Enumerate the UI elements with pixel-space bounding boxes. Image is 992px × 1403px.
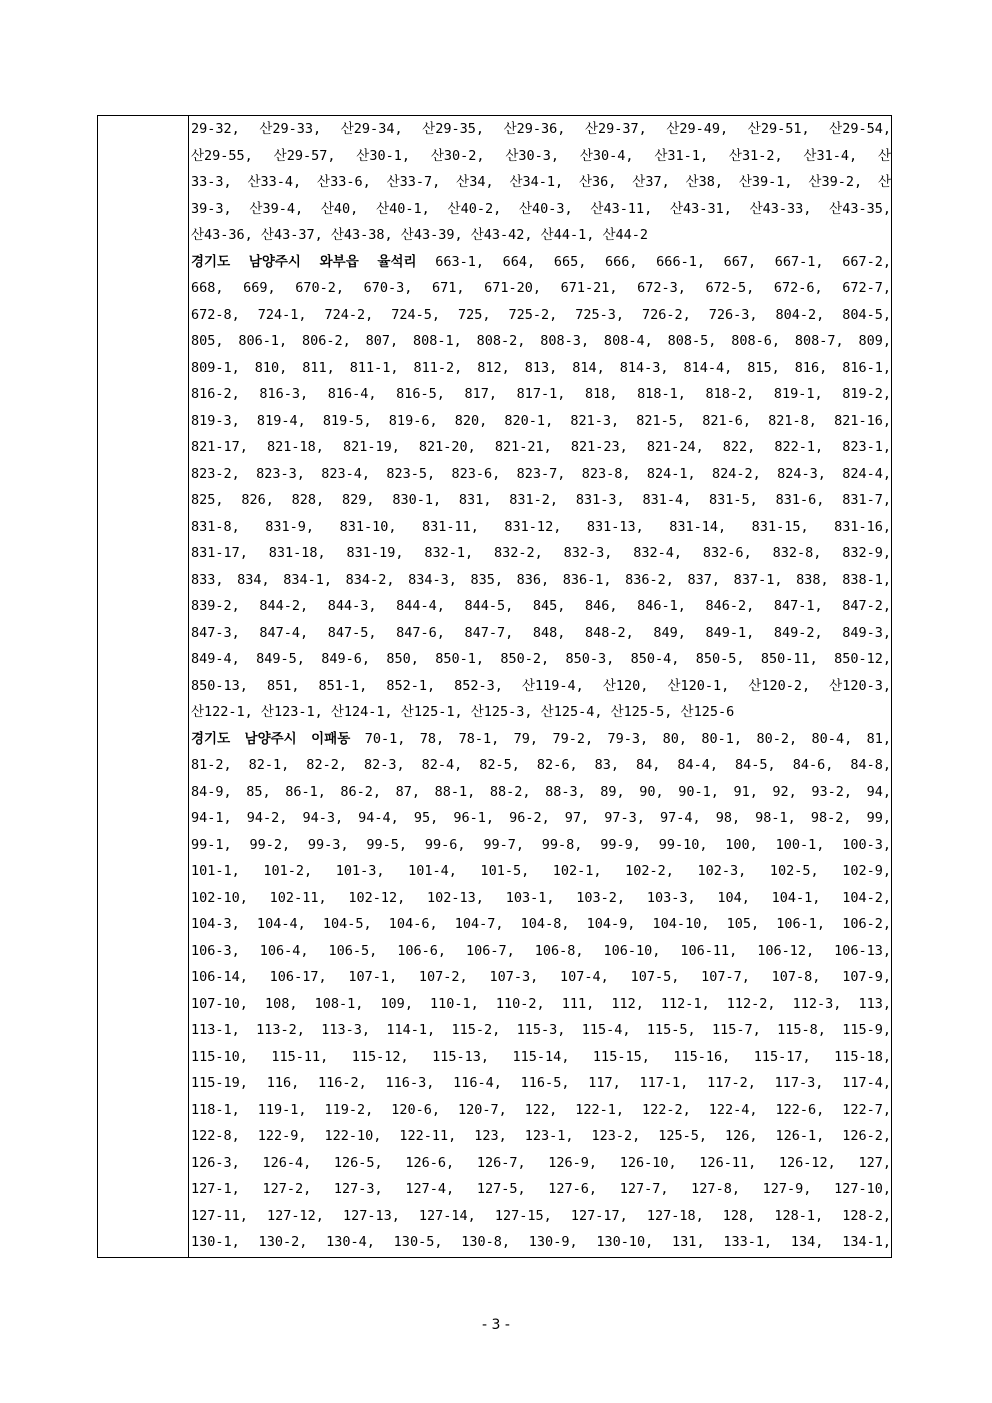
parcel-numbers: 130-1, 130-2, 130-4, 130-5, 130-8, 130-9, 130-10, 131, 133-1, 134, 134-1,: [191, 1234, 891, 1250]
parcel-numbers: 102-10, 102-11, 102-12, 102-13, 103-1, 103-2, 103-3, 104, 104-1, 104-2,: [191, 889, 891, 906]
parcel-numbers: 94-1, 94-2, 94-3, 94-4, 95, 96-1, 96-2, 97, 97-3, 97-4, 98, 98-1, 98-2, 99,: [191, 810, 891, 826]
parcel-text-line: [191, 275, 891, 302]
parcel-text-line: [191, 779, 891, 806]
parcel-numbers: 831-8, 831-9, 831-10, 831-11, 831-12, 831-13, 831-14, 831-15, 831-16,: [191, 518, 891, 535]
parcel-text-line: [191, 487, 891, 514]
parcel-numbers: 29-32, 산29-33, 산29-34, 산29-35, 산29-36, 산29-37, 산29-49, 산29-51, 산29-54,: [191, 121, 891, 137]
parcel-text-line: [191, 1070, 891, 1097]
parcel-text-line: [191, 196, 891, 223]
parcel-text-line: [191, 1176, 891, 1203]
parcel-text-line: [191, 249, 891, 276]
parcel-numbers: 831-17, 831-18, 831-19, 832-1, 832-2, 832-3, 832-4, 832-6, 832-8, 832-9,: [191, 545, 891, 561]
parcel-text-line: [191, 593, 891, 620]
parcel-text-line: [191, 514, 891, 541]
parcel-text-line: [191, 832, 891, 859]
parcel-numbers: 672-8, 724-1, 724-2, 724-5, 725, 725-2, 725-3, 726-2, 726-3, 804-2, 804-5,: [191, 306, 891, 323]
region-heading: 경기도 남양주시 와부읍 율석리: [191, 253, 417, 270]
parcel-text-line: [191, 302, 891, 329]
parcel-text-line: [191, 1017, 891, 1044]
parcel-text-line: [191, 461, 891, 488]
table-label-cell: [98, 116, 189, 1257]
parcel-numbers: 70-1, 78, 78-1, 79, 79-2, 79-3, 80, 80-1, 80-2, 80-4, 81,: [350, 730, 891, 747]
parcel-text-line: [191, 646, 891, 673]
parcel-table: [97, 115, 892, 1258]
parcel-numbers: 39-3, 산39-4, 산40, 산40-1, 산40-2, 산40-3, 산43-11, 산43-31, 산43-33, 산43-35,: [191, 200, 891, 217]
parcel-numbers: 805, 806-1, 806-2, 807, 808-1, 808-2, 808-3, 808-4, 808-5, 808-6, 808-7, 809,: [191, 333, 891, 349]
parcel-text-line: [191, 938, 891, 965]
parcel-numbers: 850-13, 851, 851-1, 852-1, 852-3, 산119-4, 산120, 산120-1, 산120-2, 산120-3,: [191, 677, 891, 694]
parcel-numbers: 849-4, 849-5, 849-6, 850, 850-1, 850-2, 850-3, 850-4, 850-5, 850-11, 850-12,: [191, 651, 891, 667]
parcel-text-line: [191, 567, 891, 594]
parcel-numbers: 118-1, 119-1, 119-2, 120-6, 120-7, 122, 122-1, 122-2, 122-4, 122-6, 122-7,: [191, 1101, 891, 1118]
parcel-numbers: 663-1, 664, 665, 666, 666-1, 667, 667-1, 667-2,: [416, 253, 891, 270]
parcel-text-line: [191, 169, 891, 196]
parcel-text-line: [191, 1203, 891, 1230]
parcel-text-line: [191, 434, 891, 461]
parcel-numbers: 127-11, 127-12, 127-13, 127-14, 127-15, 127-17, 127-18, 128, 128-1, 128-2,: [191, 1207, 891, 1224]
parcel-text-line: [191, 752, 891, 779]
parcel-numbers: 126-3, 126-4, 126-5, 126-6, 126-7, 126-9, 126-10, 126-11, 126-12, 127,: [191, 1154, 891, 1171]
parcel-numbers: 825, 826, 828, 829, 830-1, 831, 831-2, 831-3, 831-4, 831-5, 831-6, 831-7,: [191, 492, 891, 508]
parcel-text-line: [191, 964, 891, 991]
parcel-text-line: [191, 355, 891, 382]
parcel-text-line: [191, 620, 891, 647]
parcel-numbers: 847-3, 847-4, 847-5, 847-6, 847-7, 848, 848-2, 849, 849-1, 849-2, 849-3,: [191, 624, 891, 641]
parcel-numbers: 101-1, 101-2, 101-3, 101-4, 101-5, 102-1, 102-2, 102-3, 102-5, 102-9,: [191, 863, 891, 879]
parcel-text-line: [191, 1097, 891, 1124]
parcel-text-line: [191, 540, 891, 567]
parcel-numbers: 823-2, 823-3, 823-4, 823-5, 823-6, 823-7, 823-8, 824-1, 824-2, 824-3, 824-4,: [191, 465, 891, 482]
parcel-numbers: 839-2, 844-2, 844-3, 844-4, 844-5, 845, 846, 846-1, 846-2, 847-1, 847-2,: [191, 598, 891, 614]
parcel-numbers: 809-1, 810, 811, 811-1, 811-2, 812, 813, 814, 814-3, 814-4, 815, 816, 816-1,: [191, 359, 891, 376]
parcel-numbers: 산29-55, 산29-57, 산30-1, 산30-2, 산30-3, 산30-4, 산31-1, 산31-2, 산31-4, 산: [191, 147, 891, 164]
parcel-numbers: 115-10, 115-11, 115-12, 115-13, 115-14, 115-15, 115-16, 115-17, 115-18,: [191, 1048, 891, 1065]
parcel-numbers: 127-1, 127-2, 127-3, 127-4, 127-5, 127-6, 127-7, 127-8, 127-9, 127-10,: [191, 1181, 891, 1197]
parcel-numbers: 104-3, 104-4, 104-5, 104-6, 104-7, 104-8, 104-9, 104-10, 105, 106-1, 106-2,: [191, 916, 891, 932]
parcel-numbers: 816-2, 816-3, 816-4, 816-5, 817, 817-1, 818, 818-1, 818-2, 819-1, 819-2,: [191, 386, 891, 402]
parcel-numbers: 81-2, 82-1, 82-2, 82-3, 82-4, 82-5, 82-6, 83, 84, 84-4, 84-5, 84-6, 84-8,: [191, 757, 891, 773]
parcel-text-line: [191, 143, 891, 170]
parcel-numbers: 821-17, 821-18, 821-19, 821-20, 821-21, 821-23, 821-24, 822, 822-1, 823-1,: [191, 439, 891, 455]
parcel-numbers: 833, 834, 834-1, 834-2, 834-3, 835, 836, 836-1, 836-2, 837, 837-1, 838, 838-1,: [191, 571, 891, 588]
parcel-numbers: 106-3, 106-4, 106-5, 106-6, 106-7, 106-8, 106-10, 106-11, 106-12, 106-13,: [191, 942, 891, 959]
parcel-text-line: [191, 222, 891, 249]
parcel-text-line: [191, 328, 891, 355]
parcel-numbers: 107-10, 108, 108-1, 109, 110-1, 110-2, 111, 112, 112-1, 112-2, 112-3, 113,: [191, 995, 891, 1012]
parcel-text-line: [191, 699, 891, 726]
parcel-list-cell: [191, 116, 891, 1257]
parcel-numbers: 668, 669, 670-2, 670-3, 671, 671-20, 671-21, 672-3, 672-5, 672-6, 672-7,: [191, 280, 891, 296]
parcel-text-line: [191, 991, 891, 1018]
parcel-text-line: [191, 885, 891, 912]
page-number: - 3 -: [482, 1317, 510, 1333]
parcel-text-line: [191, 1150, 891, 1177]
parcel-numbers: 106-14, 106-17, 107-1, 107-2, 107-3, 107-4, 107-5, 107-7, 107-8, 107-9,: [191, 969, 891, 985]
parcel-text-line: [191, 1123, 891, 1150]
parcel-text-line: [191, 1229, 891, 1256]
parcel-text-line: [191, 805, 891, 832]
parcel-text-line: [191, 673, 891, 700]
parcel-numbers: 33-3, 산33-4, 산33-6, 산33-7, 산34, 산34-1, 산36, 산37, 산38, 산39-1, 산39-2, 산: [191, 174, 891, 190]
parcel-numbers: 99-1, 99-2, 99-3, 99-5, 99-6, 99-7, 99-8, 99-9, 99-10, 100, 100-1, 100-3,: [191, 836, 891, 853]
parcel-numbers: 819-3, 819-4, 819-5, 819-6, 820, 820-1, 821-3, 821-5, 821-6, 821-8, 821-16,: [191, 412, 891, 429]
parcel-numbers: 113-1, 113-2, 113-3, 114-1, 115-2, 115-3, 115-4, 115-5, 115-7, 115-8, 115-9,: [191, 1022, 891, 1038]
parcel-numbers: 산122-1, 산123-1, 산124-1, 산125-1, 산125-3, 산125-4, 산125-5, 산125-6: [191, 704, 735, 720]
parcel-numbers: 122-8, 122-9, 122-10, 122-11, 123, 123-1, 123-2, 125-5, 126, 126-1, 126-2,: [191, 1128, 891, 1144]
parcel-numbers: 산43-36, 산43-37, 산43-38, 산43-39, 산43-42, 산44-1, 산44-2: [191, 227, 649, 243]
parcel-text-line: [191, 1044, 891, 1071]
parcel-text-line: [191, 116, 891, 143]
parcel-numbers: 84-9, 85, 86-1, 86-2, 87, 88-1, 88-2, 88-3, 89, 90, 90-1, 91, 92, 93-2, 94,: [191, 783, 891, 800]
parcel-numbers: 115-19, 116, 116-2, 116-3, 116-4, 116-5, 117, 117-1, 117-2, 117-3, 117-4,: [191, 1075, 891, 1091]
parcel-text-line: [191, 726, 891, 753]
parcel-text-line: [191, 381, 891, 408]
parcel-text-line: [191, 858, 891, 885]
region-heading: 경기도 남양주시 이패동: [191, 730, 351, 747]
parcel-text-line: [191, 911, 891, 938]
parcel-text-line: [191, 408, 891, 435]
